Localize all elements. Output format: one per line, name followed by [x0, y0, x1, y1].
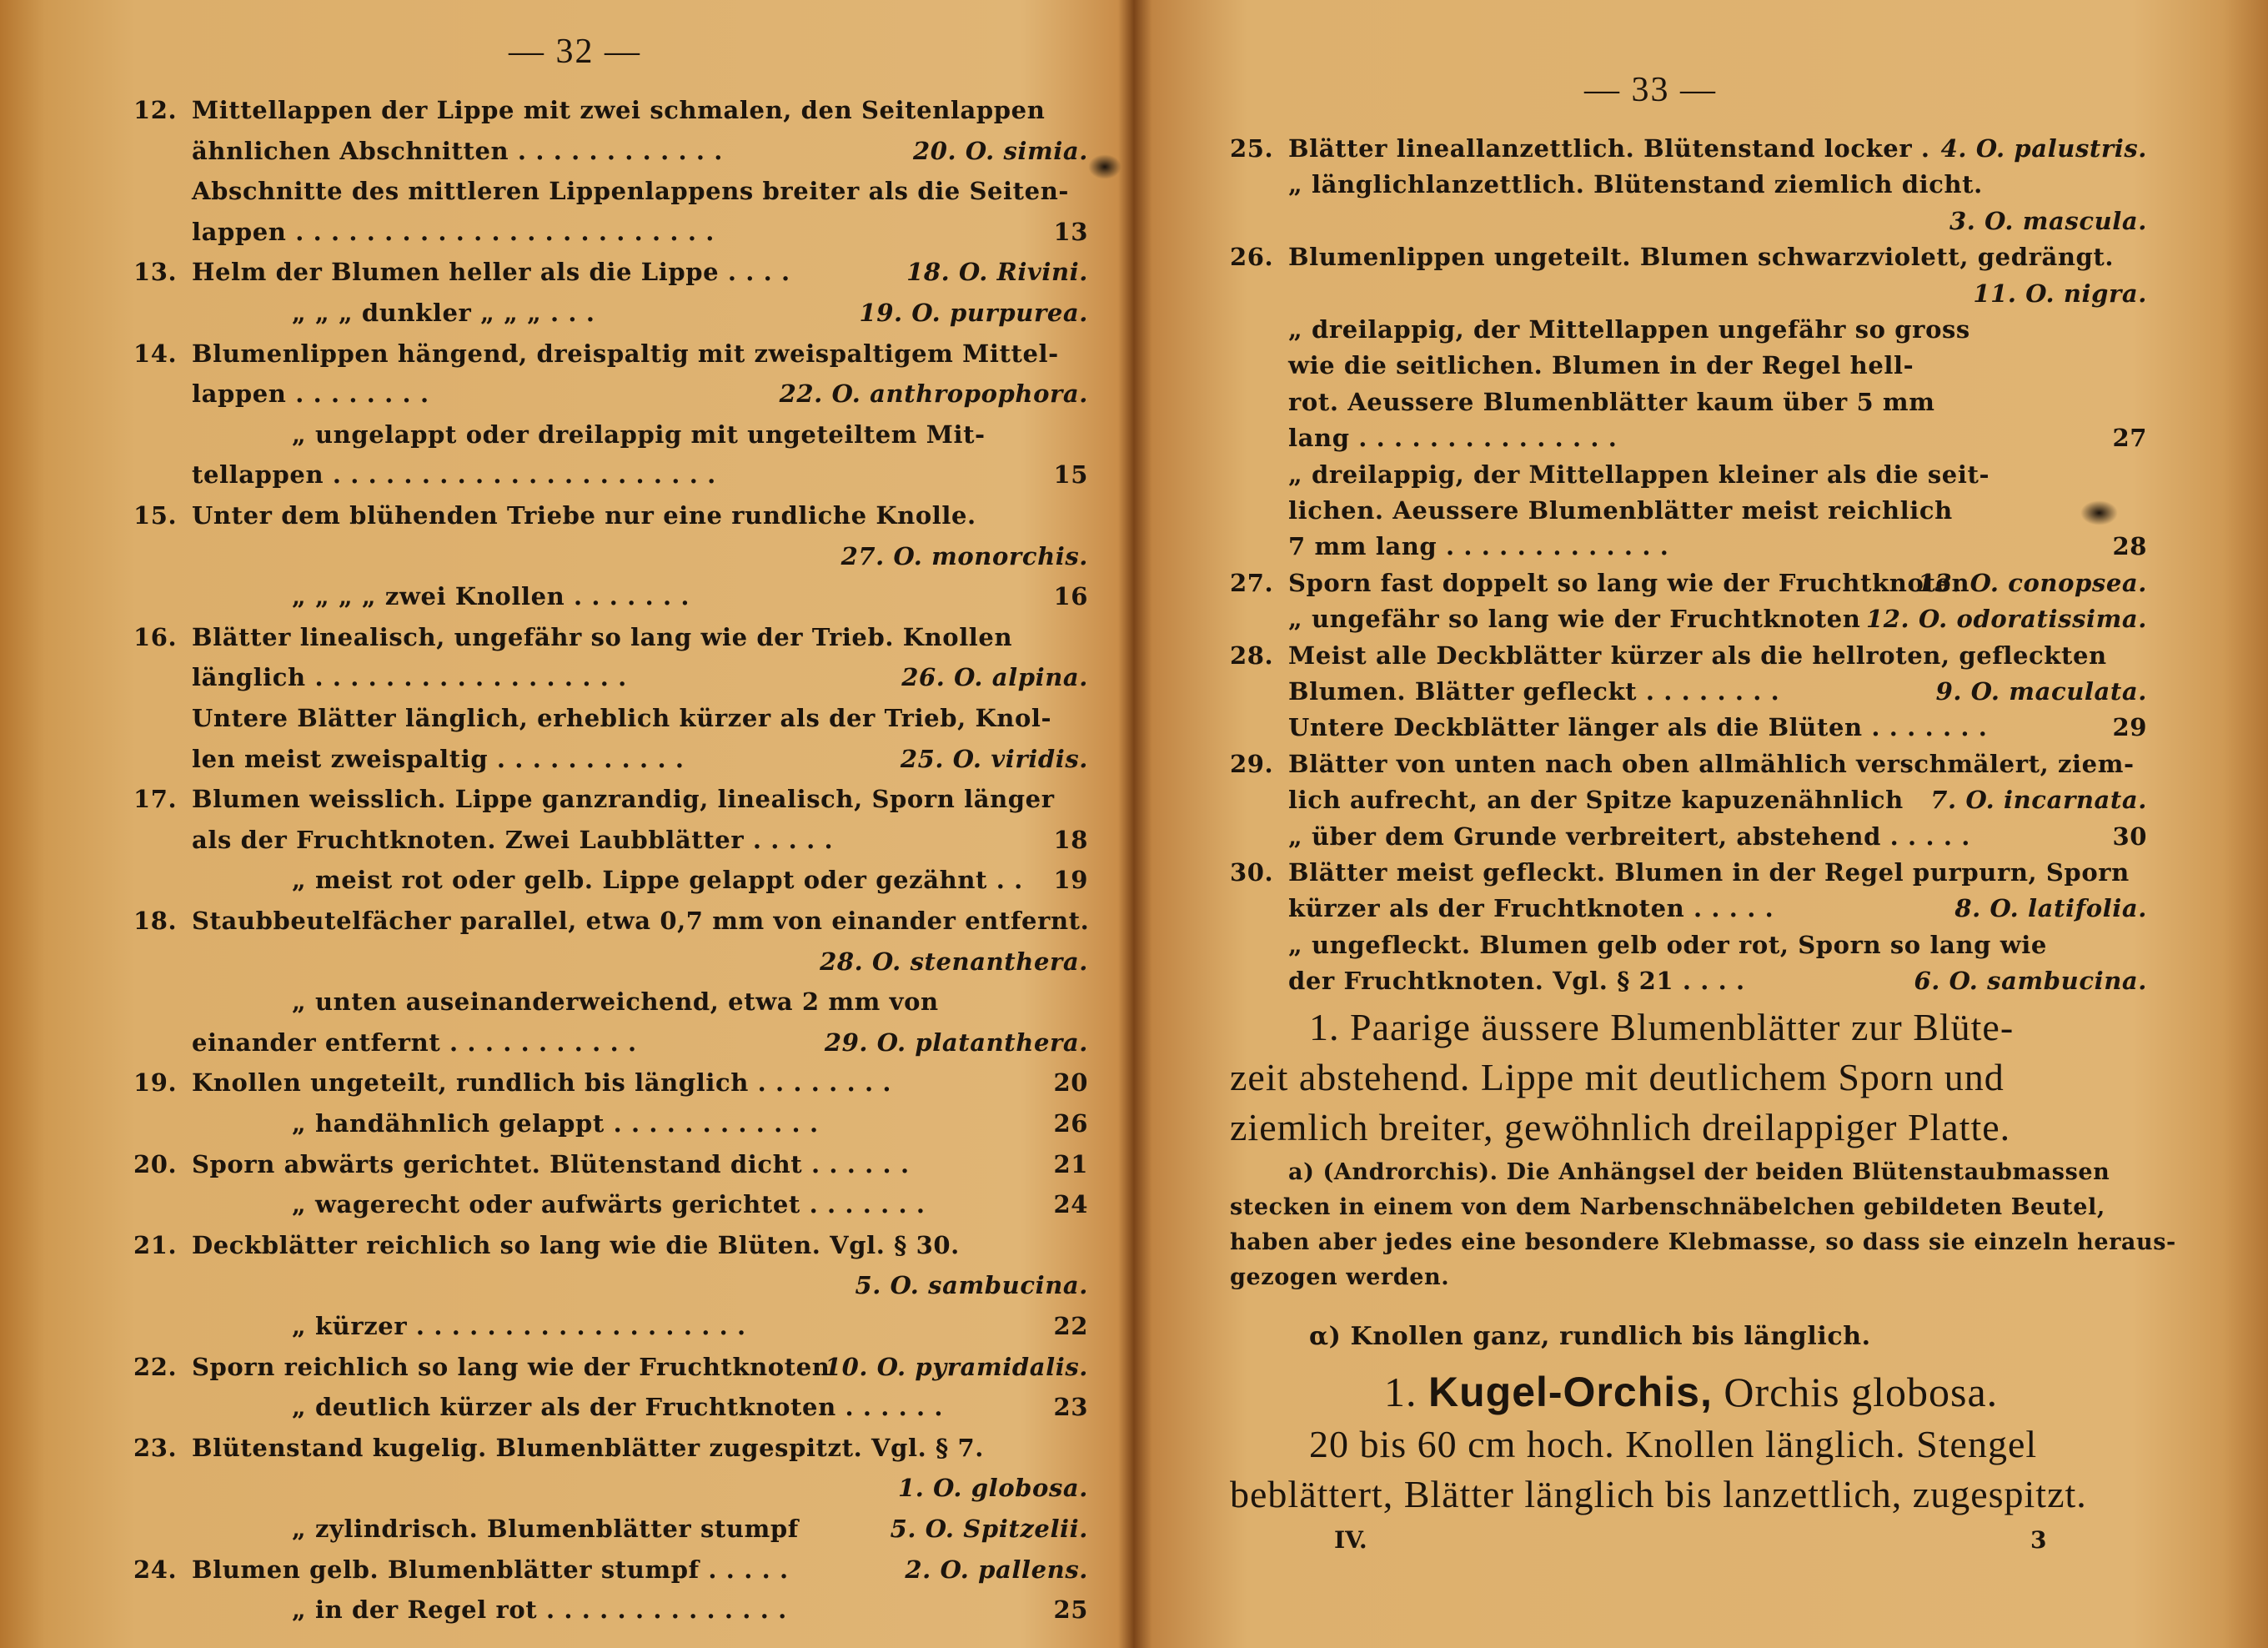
- alpha-heading: α) Knollen ganz, rundlich bis länglich.: [1309, 1322, 1871, 1351]
- couplet-text: lichen. Aeussere Blumenblätter meist reichlich: [1288, 496, 1953, 525]
- couplet-reference: 24: [1053, 1190, 1088, 1219]
- signature-mark: IV.: [1334, 1526, 1367, 1554]
- couplet-number: 30.: [1230, 858, 1274, 887]
- couplet-text: Untere Deckblätter länger als die Blüten . . . . . . .: [1288, 713, 1988, 742]
- couplet-reference: 12. O. odoratissima.: [1866, 605, 2147, 634]
- couplet-text: „ über dem Grunde verbreitert, abstehend . . . . .: [1288, 821, 1970, 851]
- couplet-text: „ dreilappig, der Mittellappen ungefähr so gross: [1288, 315, 1970, 344]
- couplet-text: der Fruchtknoten. Vgl. § 21 . . . .: [1288, 967, 1745, 996]
- couplet-number: 17.: [133, 785, 178, 814]
- couplet-reference: 26: [1053, 1109, 1088, 1138]
- couplet-reference: 18: [1053, 825, 1088, 854]
- couplet-reference: 19. O. purpurea.: [859, 299, 1088, 327]
- species-heading: [1384, 1368, 1998, 1416]
- couplet-reference: 1. O. globosa.: [898, 1474, 1088, 1503]
- signature-number: 3: [2030, 1526, 2047, 1554]
- couplet-number: 12.: [133, 96, 178, 124]
- couplet-reference: 15: [1053, 460, 1088, 490]
- couplet-reference: 26. O. alpina.: [901, 663, 1088, 692]
- couplet-reference: 2. O. pallens.: [905, 1555, 1088, 1584]
- couplet-reference: 25: [1053, 1595, 1088, 1625]
- couplet-text: Blumen weisslich. Lippe ganzrandig, linealisch, Sporn länger: [192, 785, 1055, 814]
- couplet-number: 29.: [1230, 749, 1274, 778]
- couplet-text: rot. Aeussere Blumenblätter kaum über 5 mm: [1288, 387, 1935, 416]
- couplet-number: 13.: [133, 258, 178, 287]
- couplet-reference: 20. O. simia.: [912, 136, 1088, 165]
- couplet-text: Helm der Blumen heller als die Lippe . . . .: [192, 258, 790, 287]
- couplet-text: lappen . . . . . . . . . . . . . . . . . . . . . . . .: [192, 217, 715, 246]
- couplet-reference: 28: [2112, 532, 2147, 561]
- couplet-reference: 4. O. palustris.: [1940, 134, 2147, 163]
- couplet-text: Untere Blätter länglich, erheblich kürzer als der Trieb, Knol-: [192, 704, 1052, 732]
- couplet-reference: 30: [2112, 821, 2147, 851]
- couplet-text: 7 mm lang . . . . . . . . . . . . .: [1288, 532, 1669, 561]
- couplet-reference: 16: [1053, 582, 1088, 611]
- couplet-text: „ „ „ dunkler „ „ „ . . .: [292, 299, 595, 327]
- couplet-text: „ handähnlich gelappt . . . . . . . . . . . .: [292, 1109, 819, 1138]
- couplet-text: „ wagerecht oder aufwärts gerichtet . . . . . . .: [292, 1190, 926, 1219]
- couplet-number: 19.: [133, 1068, 178, 1098]
- couplet-text: länglich . . . . . . . . . . . . . . . . . .: [192, 663, 627, 692]
- couplet-text: „ „ „ „ zwei Knollen . . . . . . .: [292, 582, 690, 611]
- couplet-text: Sporn fast doppelt so lang wie der Fruchtknoten: [1288, 568, 1970, 597]
- couplet-reference: 7. O. incarnata.: [1930, 786, 2147, 815]
- couplet-number: 15.: [133, 501, 178, 530]
- page-number: — 33 —: [1584, 71, 1717, 109]
- couplet-reference: 22. O. anthropophora.: [779, 379, 1088, 409]
- couplet-reference: 22: [1053, 1312, 1088, 1340]
- couplet-number: 18.: [133, 907, 178, 935]
- couplet-text: ähnlichen Abschnitten . . . . . . . . . . . .: [192, 136, 723, 165]
- couplet-reference: 21: [1053, 1149, 1088, 1178]
- couplet-text: „ ungefähr so lang wie der Fruchtknoten: [1288, 605, 1861, 634]
- couplet-text: „ ungelappt oder dreilappig mit ungeteiltem Mit-: [292, 420, 986, 449]
- couplet-text: Deckblätter reichlich so lang wie die Blüten. Vgl. § 30.: [192, 1230, 960, 1259]
- couplet-text: Blumenlippen ungeteilt. Blumen schwarzviolett, gedrängt.: [1288, 243, 2115, 272]
- couplet-number: 20.: [133, 1149, 178, 1178]
- couplet-text: „ kürzer . . . . . . . . . . . . . . . . . . .: [292, 1312, 746, 1340]
- subgroup-text: a) (Androrchis). Die Anhängsel der beiden Blütenstaubmassen: [1288, 1159, 2110, 1185]
- couplet-text: Sporn abwärts gerichtet. Blütenstand dicht . . . . . .: [192, 1149, 910, 1178]
- couplet-number: 14.: [133, 339, 178, 368]
- subgroup-text: haben aber jedes eine besondere Klebmasse, so dass sie einzeln heraus-: [1230, 1229, 2176, 1255]
- couplet-text: Blätter linealisch, ungefähr so lang wie der Trieb. Knollen: [192, 622, 1013, 651]
- couplet-text: Mittellappen der Lippe mit zwei schmalen, den Seitenlappen: [192, 96, 1046, 124]
- ink-smudge: [2080, 500, 2118, 525]
- couplet-number: 23.: [133, 1433, 178, 1462]
- couplet-text: „ in der Regel rot . . . . . . . . . . . . . .: [292, 1595, 787, 1625]
- couplet-text: „ deutlich kürzer als der Fruchtknoten . . . . . .: [292, 1393, 944, 1422]
- couplet-reference: 20: [1053, 1068, 1088, 1098]
- couplet-text: Unter dem blühenden Triebe nur eine rundliche Knolle.: [192, 501, 976, 530]
- couplet-text: len meist zweispaltig . . . . . . . . . . .: [192, 744, 685, 773]
- species-number: 1.: [1384, 1369, 1418, 1415]
- couplet-reference: 19: [1053, 866, 1088, 895]
- couplet-number: 24.: [133, 1555, 178, 1584]
- couplet-text: Blätter von unten nach oben allmählich verschmälert, ziem-: [1288, 749, 2135, 778]
- couplet-number: 22.: [133, 1352, 178, 1381]
- couplet-number: 26.: [1230, 243, 1274, 272]
- couplet-text: Knollen ungeteilt, rundlich bis länglich . . . . . . . .: [192, 1068, 892, 1098]
- couplet-text: Blätter lineallanzettlich. Blütenstand locker .: [1288, 134, 1930, 163]
- couplet-text: einander entfernt . . . . . . . . . . .: [192, 1027, 637, 1057]
- species-name: Kugel-Orchis,: [1428, 1369, 1713, 1415]
- species-latin: Orchis globosa.: [1724, 1369, 1999, 1415]
- couplet-text: Staubbeutelfächer parallel, etwa 0,7 mm von einander entfernt.: [192, 907, 1090, 935]
- ink-smudge: [1088, 154, 1121, 179]
- couplet-text: Sporn reichlich so lang wie der Fruchtknoten: [192, 1352, 830, 1381]
- couplet-text: als der Fruchtknoten. Zwei Laubblätter . . . . .: [192, 825, 834, 854]
- couplet-text: „ meist rot oder gelb. Lippe gelappt oder gezähnt . .: [292, 866, 1023, 895]
- couplet-reference: 5. O. sambucina.: [855, 1271, 1088, 1300]
- couplet-text: kürzer als der Fruchtknoten . . . . .: [1288, 894, 1774, 923]
- couplet-reference: 5. O. Spitzelii.: [890, 1515, 1088, 1543]
- couplet-text: Abschnitte des mittleren Lippenlappens breiter als die Seiten-: [192, 177, 1070, 206]
- couplet-reference: 18. O. Rivini.: [906, 258, 1088, 287]
- couplet-text: Blätter meist gefleckt. Blumen in der Regel purpurn, Sporn: [1288, 858, 2130, 887]
- couplet-number: 16.: [133, 622, 178, 651]
- couplet-text: „ unten auseinanderweichend, etwa 2 mm von: [292, 987, 939, 1017]
- couplet-reference: 6. O. sambucina.: [1914, 967, 2147, 996]
- couplet-text: lappen . . . . . . . .: [192, 379, 429, 409]
- right-page: [1134, 0, 2268, 1648]
- section-heading-line: ziemlich breiter, gewöhnlich dreilappiger Platte.: [1230, 1106, 2011, 1148]
- couplet-reference: 27. O. monorchis.: [840, 541, 1088, 570]
- species-description: beblättert, Blätter länglich bis lanzettlich, zugespitzt.: [1230, 1473, 2087, 1515]
- couplet-reference: 10. O. pyramidalis.: [824, 1352, 1088, 1381]
- couplet-number: 25.: [1230, 134, 1274, 163]
- couplet-reference: 13: [1053, 217, 1088, 246]
- couplet-text: Blütenstand kugelig. Blumenblätter zugespitzt. Vgl. § 7.: [192, 1433, 984, 1462]
- couplet-text: lang . . . . . . . . . . . . . . .: [1288, 424, 1618, 453]
- subgroup-text: gezogen werden.: [1230, 1264, 1450, 1290]
- couplet-text: Blumenlippen hängend, dreispaltig mit zweispaltigem Mittel-: [192, 339, 1059, 368]
- couplet-text: Blumen gelb. Blumenblätter stumpf . . . . .: [192, 1555, 789, 1584]
- couplet-text: Blumen. Blätter gefleckt . . . . . . . .: [1288, 677, 1780, 706]
- couplet-reference: 25. O. viridis.: [900, 744, 1088, 773]
- couplet-reference: 11. O. nigra.: [1973, 279, 2147, 308]
- couplet-reference: 28. O. stenanthera.: [820, 947, 1088, 976]
- section-heading-line: 1. Paarige äussere Blumenblätter zur Blüte-: [1309, 1006, 2015, 1048]
- section-heading-line: zeit abstehend. Lippe mit deutlichem Sporn und: [1230, 1056, 2005, 1098]
- couplet-reference: 29: [2112, 713, 2147, 742]
- couplet-text: „ dreilappig, der Mittellappen kleiner als die seit-: [1288, 460, 1990, 489]
- couplet-reference: 29. O. platanthera.: [824, 1027, 1088, 1057]
- couplet-text: „ länglichlanzettlich. Blütenstand ziemlich dicht.: [1288, 170, 1983, 199]
- couplet-reference: 27: [2112, 424, 2147, 453]
- couplet-text: „ ungefleckt. Blumen gelb oder rot, Sporn so lang wie: [1288, 930, 2047, 959]
- couplet-text: lich aufrecht, an der Spitze kapuzenähnlich: [1288, 786, 1904, 815]
- couplet-text: tellappen . . . . . . . . . . . . . . . . . . . . . .: [192, 460, 716, 490]
- couplet-number: 21.: [133, 1230, 178, 1259]
- couplet-number: 28.: [1230, 641, 1274, 670]
- couplet-text: Meist alle Deckblätter kürzer als die hellroten, gefleckten: [1288, 641, 2107, 670]
- couplet-reference: 23: [1053, 1393, 1088, 1422]
- couplet-reference: 13. O. conopsea.: [1917, 568, 2147, 597]
- couplet-text: wie die seitlichen. Blumen in der Regel hell-: [1288, 351, 1914, 380]
- couplet-number: 27.: [1230, 568, 1274, 597]
- couplet-text: „ zylindrisch. Blumenblätter stumpf: [292, 1515, 799, 1543]
- species-description: 20 bis 60 cm hoch. Knollen länglich. Stengel: [1309, 1423, 2038, 1465]
- couplet-reference: 3. O. mascula.: [1949, 206, 2147, 235]
- page-number: — 32 —: [509, 33, 641, 71]
- subgroup-text: stecken in einem von dem Narbenschnäbelchen gebildeten Beutel,: [1230, 1194, 2105, 1220]
- couplet-reference: 9. O. maculata.: [1935, 677, 2147, 706]
- couplet-reference: 8. O. latifolia.: [1954, 894, 2147, 923]
